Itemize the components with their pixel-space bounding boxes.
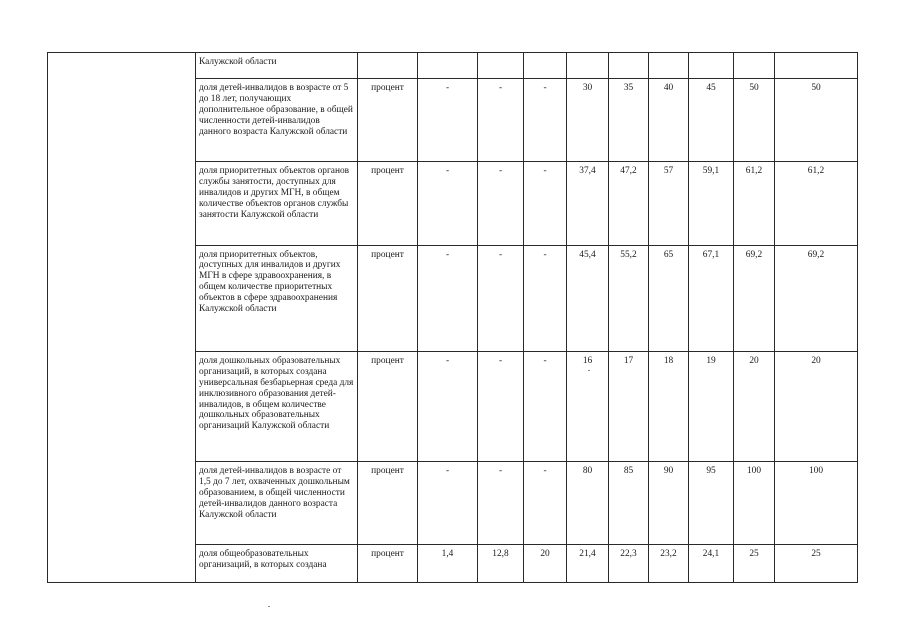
value-cell: - [418, 462, 478, 545]
value-cell: 61,2 [734, 162, 775, 245]
value-cell: 18 [649, 351, 689, 461]
value-cell: 61,2 [775, 162, 858, 245]
value-cell: 16 [567, 351, 609, 461]
value-cell [649, 53, 689, 79]
value-cell: 30 [567, 79, 609, 162]
value-cell: - [478, 351, 524, 461]
value-cell [734, 53, 775, 79]
value-cell: 45 [689, 79, 734, 162]
value-cell: 22,3 [609, 545, 649, 583]
value-cell: - [524, 79, 567, 162]
value-cell: 69,2 [775, 245, 858, 351]
value-cell: 25 [734, 545, 775, 583]
value-cell: 24,1 [689, 545, 734, 583]
value-cell [524, 53, 567, 79]
unit-cell [358, 53, 418, 79]
value-cell: 47,2 [609, 162, 649, 245]
value-cell: 85 [609, 462, 649, 545]
unit-cell: процент [358, 79, 418, 162]
value-cell: 40 [649, 79, 689, 162]
unit-cell: процент [358, 162, 418, 245]
value-cell: - [524, 245, 567, 351]
indicator-cell: доля детей-инвалидов в возрасте от 5 до 18 лет, получающих дополнительное образование, в общей численности детей-инвалидов данного возраста Калужской области [196, 79, 358, 162]
value-cell: - [418, 162, 478, 245]
value-cell: 100 [775, 462, 858, 545]
value-cell: 80 [567, 462, 609, 545]
value-cell: - [478, 462, 524, 545]
value-cell: - [524, 351, 567, 461]
unit-cell: процент [358, 351, 418, 461]
value-cell [775, 53, 858, 79]
indicator-cell: Калужской области [196, 53, 358, 79]
indicator-cell: доля детей-инвалидов в возрасте от 1,5 до 7 лет, охваченных дошкольным образованием, в общей численности детей-инвалидов данного возраста Калужской области [196, 462, 358, 545]
value-cell: 23,2 [649, 545, 689, 583]
value-cell: 17 [609, 351, 649, 461]
value-cell [478, 53, 524, 79]
value-cell [689, 53, 734, 79]
value-cell: 50 [775, 79, 858, 162]
indicator-cell: доля дошкольных образовательных организаций, в которых создана универсальная безбарьерная среда для инклюзивного образования детей-инвалидов, в общем количестве дошкольных образовательных организаций Калужской области [196, 351, 358, 461]
indicator-cell: доля приоритетных объектов, доступных для инвалидов и других МГН в сфере здравоохранения, в общем количестве приоритетных объектов в сфере здравоохранения Калужской области [196, 245, 358, 351]
table-row [48, 53, 858, 79]
value-cell: 1,4 [418, 545, 478, 583]
value-cell: - [524, 162, 567, 245]
value-cell [609, 53, 649, 79]
section-cell [48, 53, 196, 583]
value-cell: - [418, 245, 478, 351]
value-cell: 20 [524, 545, 567, 583]
value-cell: - [418, 351, 478, 461]
value-cell: 65 [649, 245, 689, 351]
value-cell: 50 [734, 79, 775, 162]
value-cell: - [418, 79, 478, 162]
value-cell: 45,4 [567, 245, 609, 351]
value-cell: - [524, 462, 567, 545]
value-cell: 12,8 [478, 545, 524, 583]
indicator-cell: доля общеобразовательных организаций, в которых создана [196, 545, 358, 583]
value-cell: 90 [649, 462, 689, 545]
value-cell: - [478, 245, 524, 351]
unit-cell: процент [358, 462, 418, 545]
unit-cell: процент [358, 245, 418, 351]
value-cell: - [478, 79, 524, 162]
value-cell: 25 [775, 545, 858, 583]
value-cell: 57 [649, 162, 689, 245]
scan-speck [268, 606, 270, 607]
value-cell: 69,2 [734, 245, 775, 351]
value-cell: 20 [734, 351, 775, 461]
indicator-cell: доля приоритетных объектов органов службы занятости, доступных для инвалидов и других МГН, в общем количестве объектов органов службы занятости Калужской области [196, 162, 358, 245]
value-cell: 67,1 [689, 245, 734, 351]
scan-speck [588, 370, 590, 371]
value-cell [418, 53, 478, 79]
value-cell: 35 [609, 79, 649, 162]
value-cell: 37,4 [567, 162, 609, 245]
value-cell: 95 [689, 462, 734, 545]
value-cell [567, 53, 609, 79]
value-cell: 59,1 [689, 162, 734, 245]
value-cell: 19 [689, 351, 734, 461]
value-cell: 21,4 [567, 545, 609, 583]
value-cell: - [478, 162, 524, 245]
value-cell: 100 [734, 462, 775, 545]
indicators-table [47, 52, 858, 583]
unit-cell: процент [358, 545, 418, 583]
value-cell: 20 [775, 351, 858, 461]
value-cell: 55,2 [609, 245, 649, 351]
